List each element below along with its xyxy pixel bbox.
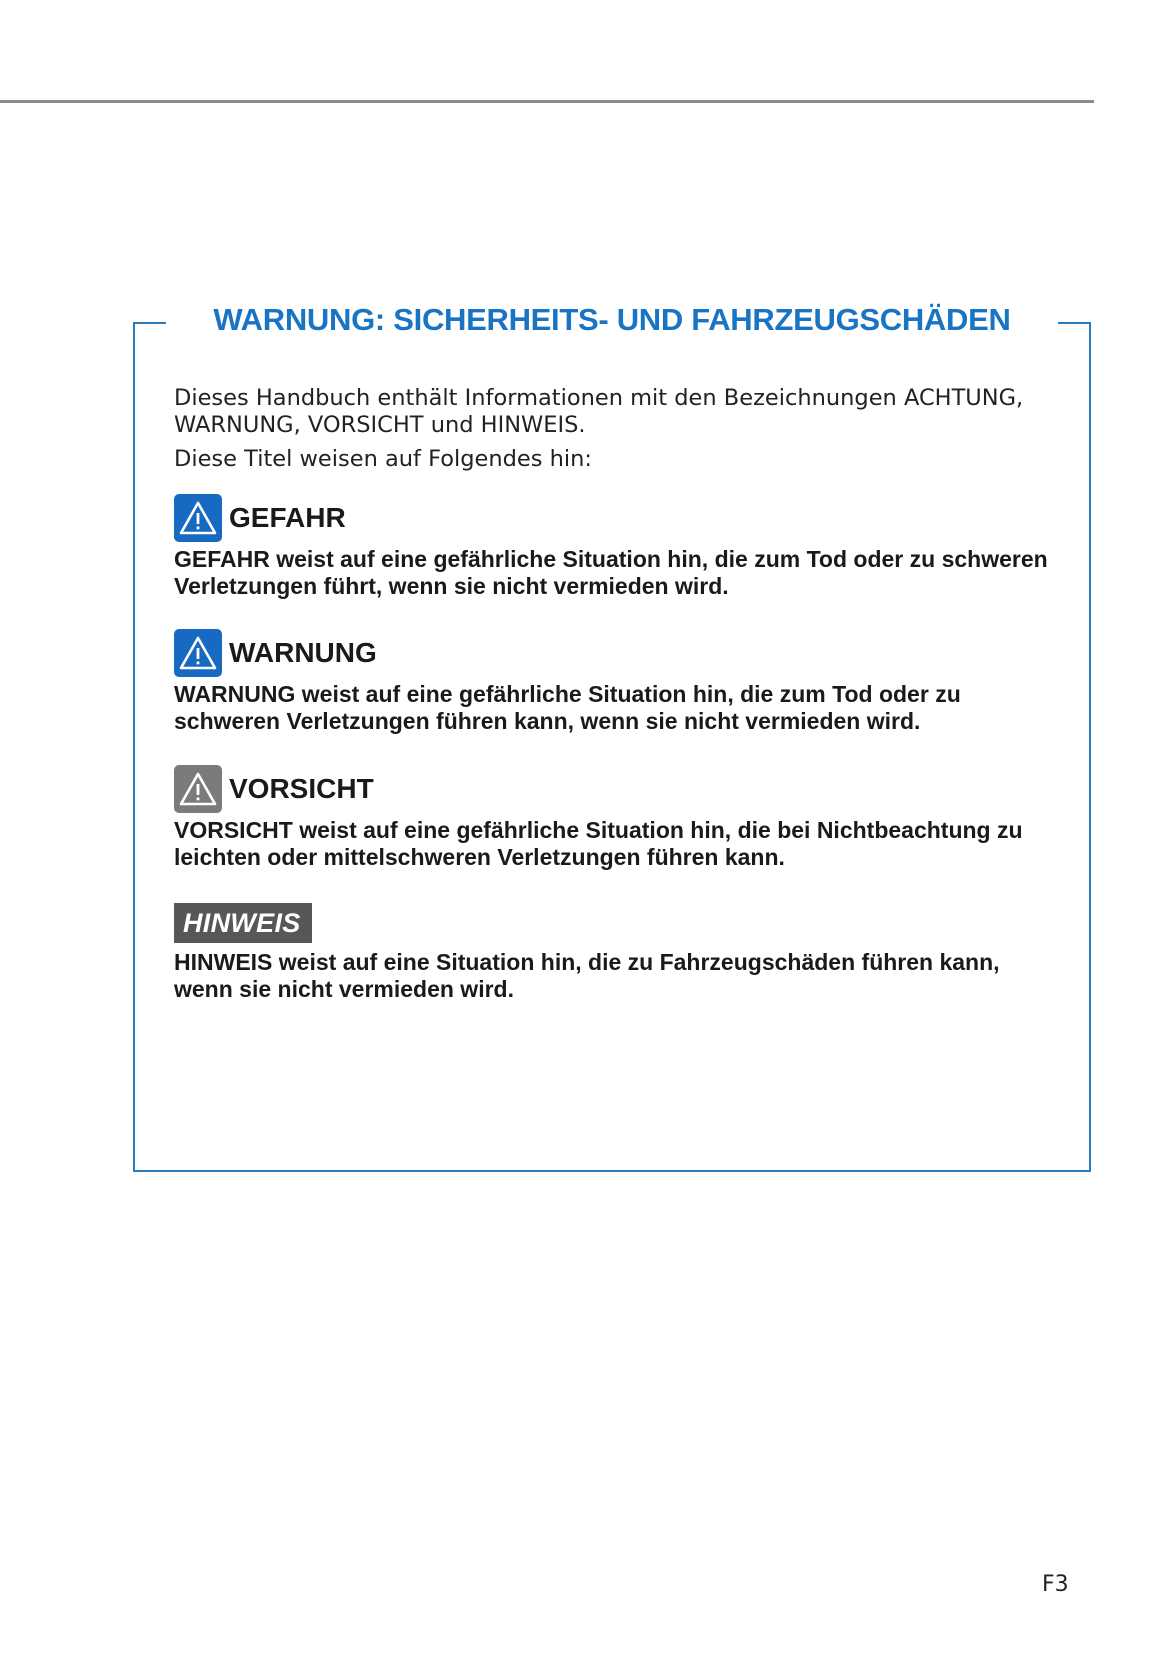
section-heading	[174, 494, 1054, 542]
section-text: GEFAHR weist auf eine gefährliche Situation hin, die zum Tod oder zu schweren Verletzungen führt, wenn sie nicht vermieden wird.	[174, 546, 1048, 599]
notice-badge: HINWEIS	[174, 903, 312, 943]
warning-triangle-icon	[174, 494, 222, 542]
intro-text	[174, 385, 1054, 473]
section-vorsicht	[174, 765, 1054, 871]
section-text: WARNUNG weist auf eine gefährliche Situation hin, die zum Tod oder zu schweren Verletzungen führen kann, wenn sie nicht vermieden wird.	[174, 681, 961, 734]
page-number: F3	[1042, 1572, 1069, 1597]
section-heading	[174, 765, 1054, 813]
section-title: VORSICHT	[229, 773, 374, 804]
section-text: HINWEIS weist auf eine Situation hin, die zu Fahrzeugschäden führen kann, wenn sie nicht vermieden wird.	[174, 949, 1000, 1002]
section-heading	[174, 629, 1054, 677]
section-hinweis	[174, 903, 1054, 1003]
header-rule	[0, 100, 1094, 103]
section-gefahr	[174, 494, 1054, 600]
section-title: WARNUNG	[229, 637, 377, 668]
warning-triangle-icon	[174, 765, 222, 813]
section-warnung	[174, 629, 1054, 735]
section-text: VORSICHT weist auf eine gefährliche Situation hin, die bei Nichtbeachtung zu leichten oder mittelschweren Verletzungen führen kann.	[174, 817, 1023, 870]
intro-paragraph: Dieses Handbuch enthält Informationen mit den Bezeichnungen ACHTUNG, WARNUNG, VORSICHT und HINWEIS.	[174, 385, 1024, 438]
section-title: GEFAHR	[229, 502, 346, 533]
warning-triangle-icon	[174, 629, 222, 677]
intro-paragraph-2: Diese Titel weisen auf Folgendes hin:	[174, 446, 592, 472]
section-heading	[174, 903, 1054, 943]
box-title: WARNUNG: SICHERHEITS- UND FAHRZEUGSCHÄDEN	[166, 300, 1058, 340]
